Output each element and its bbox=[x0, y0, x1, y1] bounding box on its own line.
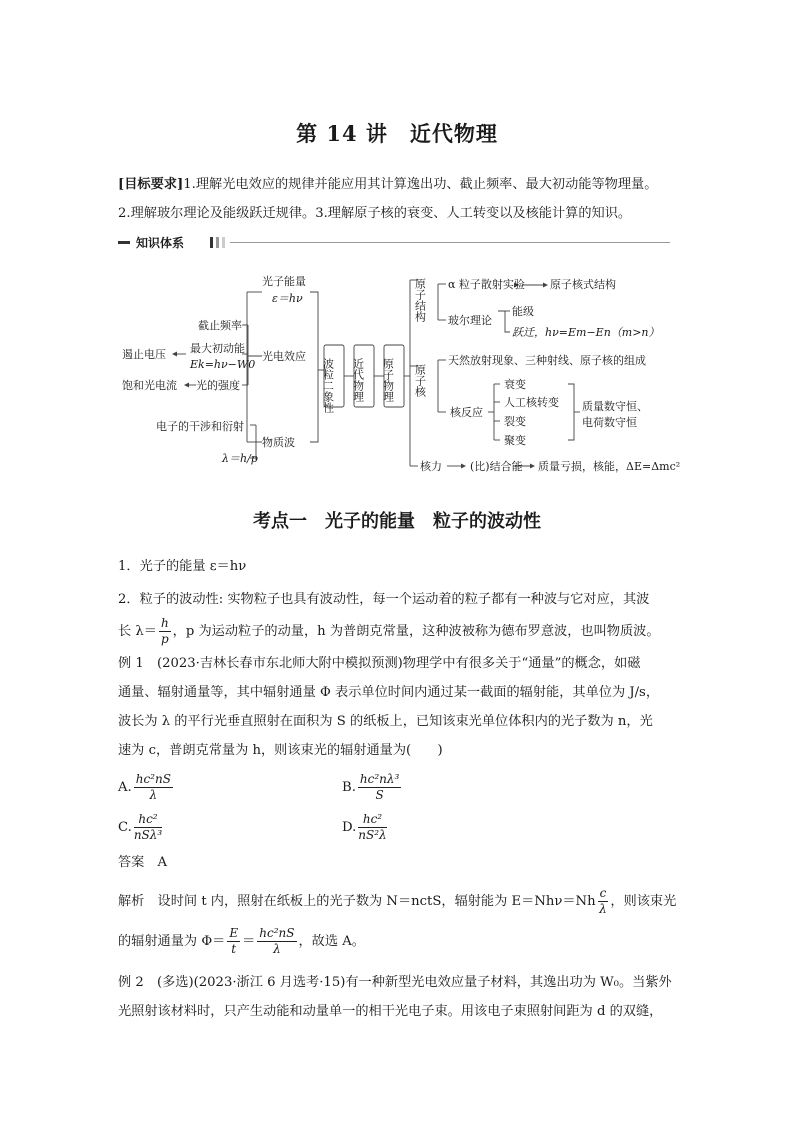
section1-title: 考点一 光子的能量 粒子的波动性 bbox=[253, 511, 541, 532]
ek-formula: Ek=hν−W0 bbox=[190, 358, 256, 371]
option-d bbox=[342, 812, 389, 843]
fusion: 聚变 bbox=[504, 434, 526, 447]
solution-l2 bbox=[118, 926, 683, 957]
opt-a-label: A. bbox=[118, 780, 132, 795]
frac-c-n: hc² bbox=[134, 812, 162, 828]
sol-d2: λ bbox=[273, 942, 281, 956]
ex1-l3: 波长为 λ 的平行光垂直照射在面积为 S 的纸板上，已知该束光单位体积内的光子数为 n，光 bbox=[118, 714, 653, 729]
option-a bbox=[118, 772, 175, 803]
ex1-l1: 例 1 (2023·吉林长春市东北师大附中模拟预测)物理学中有很多关于“通量”的概念，如磁 bbox=[118, 656, 641, 671]
decay: 衰变 bbox=[504, 378, 526, 391]
lambda-formula: λ＝h/p bbox=[222, 452, 258, 465]
sol-l1b: ，则该束光 bbox=[610, 894, 677, 909]
photon-energy: 光子能量 bbox=[262, 275, 306, 288]
electron-diffraction: 电子的干涉和衍射 bbox=[156, 420, 244, 433]
frac-a-n: hc²nS bbox=[135, 772, 171, 786]
answer: 答案 A bbox=[118, 855, 168, 870]
opt-d-label: D. bbox=[342, 820, 357, 835]
knowledge-diagram bbox=[100, 265, 680, 480]
option-b bbox=[342, 772, 403, 803]
goal-tag: [目标要求] bbox=[118, 177, 184, 192]
fission: 裂变 bbox=[504, 415, 526, 428]
nucleus: 原子核 bbox=[413, 364, 427, 397]
wave-particle: 波粒二象性 bbox=[321, 358, 335, 413]
point2-b2: ，p 为运动粒子的动量，h 为普朗克常量，这种波被称为德布罗意波，也叫物质波。 bbox=[172, 624, 660, 639]
sol-l1a: 解析 设时间 t 内，照射在纸板上的光子数为 N＝nctS，辐射能为 E＝Nhν＝Nh bbox=[118, 894, 596, 909]
stop-voltage: 遏止电压 bbox=[122, 348, 166, 361]
binding: (比)结合能 bbox=[470, 460, 523, 473]
sol-e: E bbox=[229, 926, 239, 940]
frac-b-n: hc²nλ³ bbox=[359, 772, 400, 786]
sol-t: t bbox=[231, 942, 237, 956]
nuclear-force: 核力 bbox=[420, 460, 442, 473]
photon-formula: ε＝hν bbox=[272, 292, 303, 305]
conservation2: 电荷数守恒 bbox=[582, 416, 637, 429]
opt-b-label: B. bbox=[342, 780, 356, 795]
sol-l2a: 的辐射通量为 Φ＝ bbox=[118, 934, 226, 949]
frac-d-n: hc² bbox=[358, 812, 386, 828]
solution-l1 bbox=[118, 886, 683, 917]
sol-lambda: λ bbox=[599, 902, 607, 916]
example2 bbox=[118, 968, 683, 1026]
max-ke: 最大初动能 bbox=[190, 342, 245, 355]
transition: 跃迁，hν=Em−En（m>n） bbox=[512, 326, 660, 339]
frac-c-d: nSλ³ bbox=[133, 828, 163, 842]
point1: 1．光子的能量 ε＝hν bbox=[118, 559, 247, 574]
opt-c-label: C. bbox=[118, 820, 132, 835]
frac-d-d: nS²λ bbox=[358, 828, 387, 842]
page-title: 第 14 讲 近代物理 bbox=[296, 121, 498, 146]
option-c bbox=[118, 812, 164, 843]
sat-current: 饱和光电流 bbox=[122, 379, 177, 392]
light-intensity: 光的强度 bbox=[196, 379, 240, 392]
goal-block bbox=[118, 170, 678, 228]
goal-line1: 1.理解光电效应的规律并能应用其计算逸出功、截止频率、最大初动能等物理量。 bbox=[183, 177, 658, 192]
natural-radio: 天然放射现象、三种射线、原子核的组成 bbox=[448, 354, 646, 367]
section-bar bbox=[118, 236, 670, 250]
frac-h: h bbox=[160, 616, 169, 630]
frac-a-d: λ bbox=[149, 788, 158, 802]
cutoff-freq: 截止频率 bbox=[198, 319, 242, 332]
conservation1: 质量数守恒、 bbox=[582, 400, 648, 413]
artificial: 人工核转变 bbox=[504, 396, 559, 409]
sol-n2: hc²nS bbox=[259, 926, 295, 940]
point2-a: 2．粒子的波动性: 实物粒子也具有波动性，每一个运动着的粒子都有一种波与它对应，其波 bbox=[118, 592, 650, 607]
sol-l2b: ，故选 A。 bbox=[298, 934, 365, 949]
section1-body bbox=[118, 552, 678, 765]
bohr: 玻尔理论 bbox=[448, 314, 492, 327]
atomic-structure: 原子结构 bbox=[413, 278, 427, 322]
mass-defect: 质量亏损，核能，ΔE=Δmc² bbox=[538, 460, 680, 473]
ex2-l1: 例 2 (多选)(2023·浙江 6 月选考·15)有一种新型光电效应量子材料，其逸出功为 W₀。当紫外 bbox=[118, 975, 672, 990]
modern-physics: 近代物理 bbox=[351, 358, 365, 402]
nuclear-reaction: 核反应 bbox=[450, 406, 483, 419]
section-label: 知识体系 bbox=[136, 236, 185, 250]
frac-p: p bbox=[160, 632, 169, 646]
ex1-l4: 速为 c，普朗克常量为 h，则该束光的辐射通量为( ) bbox=[118, 743, 443, 758]
ex2-l2: 光照射该材料时，只产生动能和动量单一的相干光电子束。用该电子束照射间距为 d 的双缝， bbox=[118, 1004, 663, 1019]
sol-c: c bbox=[599, 886, 607, 900]
energy-level: 能级 bbox=[512, 305, 534, 318]
frac-b-d: S bbox=[375, 788, 384, 802]
point2-b1: 长 λ＝ bbox=[118, 624, 157, 639]
ex1-l2: 通量、辐射通量等，其中辐射通量 Φ 表示单位时间内通过某一截面的辐射能，其单位为 J/s， bbox=[118, 685, 660, 700]
nuclear-model: 原子核式结构 bbox=[550, 278, 616, 291]
atomic-physics: 原子物理 bbox=[381, 358, 395, 402]
matter-wave: 物质波 bbox=[262, 436, 295, 449]
photoelectric: 光电效应 bbox=[262, 350, 306, 363]
alpha-exp: α 粒子散射实验 bbox=[448, 278, 525, 291]
goal-line2: 2.理解玻尔理论及能级跃迁规律。3.理解原子核的衰变、人工转变以及核能计算的知识。 bbox=[118, 206, 632, 221]
sol-eq: ＝ bbox=[242, 934, 256, 949]
point2-b bbox=[118, 616, 678, 647]
lambda-fraction bbox=[159, 616, 171, 647]
